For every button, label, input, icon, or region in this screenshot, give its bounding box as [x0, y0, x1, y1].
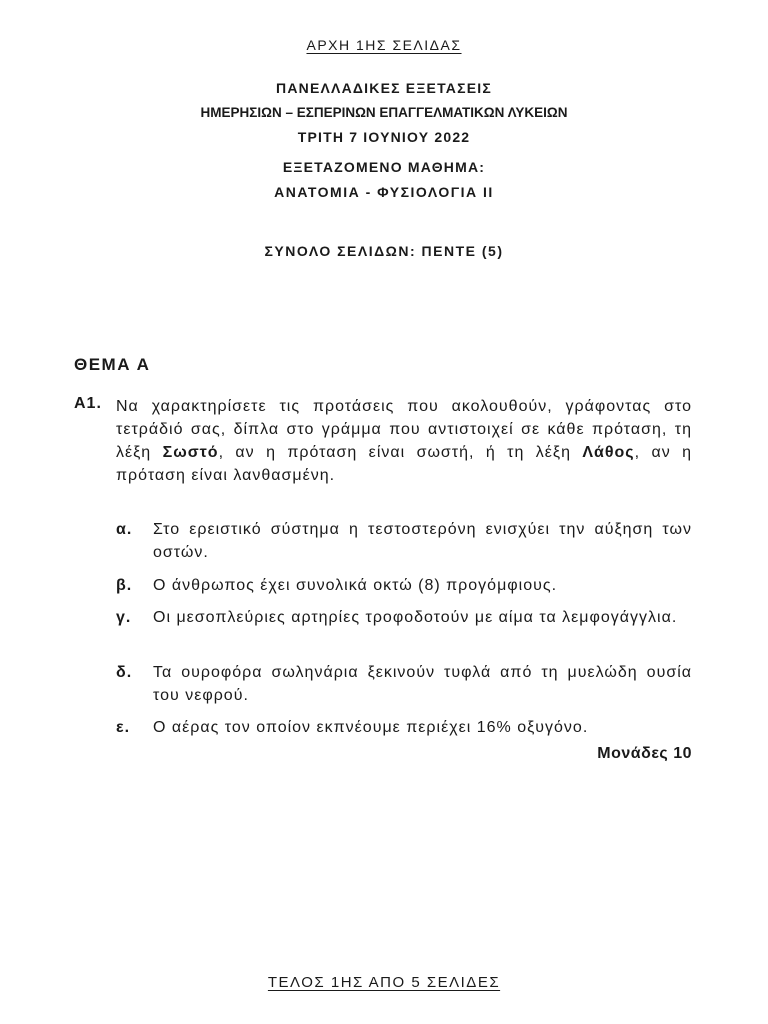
word-wrong: Λάθος — [582, 444, 635, 461]
page-start-marker: ΑΡΧΗ 1ΗΣ ΣΕΛΙΔΑΣ — [306, 37, 462, 53]
statement-text: Ο άνθρωπος έχει συνολικά οκτώ (8) προγόμφιους. — [153, 577, 558, 594]
page-end-marker: ΤΕΛΟΣ 1ΗΣ ΑΠΟ 5 ΣΕΛΙΔΕΣ — [267, 974, 501, 991]
word-correct: Σωστό — [162, 444, 219, 461]
instructions-part2: , αν η πρόταση είναι σωστή, ή τη λέξη — [218, 444, 583, 461]
statement-item — [116, 518, 692, 564]
question-number: Α1 — [74, 395, 97, 412]
statement-letter: ε. — [116, 719, 131, 736]
statement-item — [116, 606, 692, 629]
subject-label: ΕΞΕΤΑΖΟΜΕΝΟ ΜΑΘΗΜΑ: — [282, 159, 486, 175]
exam-date: ΤΡΙΤΗ 7 ΙΟΥΝΙΟΥ 2022 — [297, 129, 471, 145]
statement-text: Τα ουροφόρα σωληνάρια ξεκινούν τυφλά από τη μυελώδη ουσία του νεφρού. — [153, 664, 692, 704]
statement-letter: γ. — [116, 609, 132, 626]
instructions-part3: , αν η πρόταση είναι λανθασμένη. — [116, 444, 693, 484]
question-label — [74, 395, 102, 413]
question-number-dot: . — [96, 395, 102, 412]
question-instructions — [116, 395, 692, 487]
instructions-part1: Να χαρακτηρίσετε τις προτάσεις που ακολουθούν, γράφοντας στο τετράδιό σας, δίπλα στο γράμμα που αντιστοιχεί σε κάθε πρόταση, τη λέξη — [116, 398, 692, 461]
question-marks: Μονάδες 10 — [597, 745, 692, 762]
statement-text: Στο ερειστικό σύστημα η τεστοστερόνη ενισχύει την αύξηση των οστών. — [153, 521, 692, 561]
exam-school-type: ΗΜΕΡΗΣΙΩΝ – ΕΣΠΕΡΙΝΩΝ ΕΠΑΓΓΕΛΜΑΤΙΚΩΝ ΛΥΚΕΙΩΝ — [200, 105, 568, 120]
statement-item — [116, 574, 692, 597]
statement-item — [116, 661, 692, 707]
statement-letter: δ. — [116, 664, 133, 681]
total-pages: ΣΥΝΟΛΟ ΣΕΛΙΔΩΝ: ΠΕΝΤΕ (5) — [264, 243, 504, 259]
statement-item — [116, 716, 692, 739]
exam-title: ΠΑΝΕΛΛΑΔΙΚΕΣ ΕΞΕΤΑΣΕΙΣ — [276, 80, 492, 96]
statement-text: Ο αέρας τον οποίον εκπνέουμε περιέχει 16% οξυγόνο. — [153, 719, 589, 736]
statement-letter: α. — [116, 521, 133, 538]
statement-text: Οι μεσοπλεύριες αρτηρίες τροφοδοτούν με αίμα τα λεμφογάγγλια. — [153, 609, 678, 626]
statement-letter: β. — [116, 577, 133, 594]
section-title: ΘΕΜΑ Α — [74, 355, 151, 374]
subject-name: ΑΝΑΤΟΜΙΑ - ΦΥΣΙΟΛΟΓΙΑ ΙΙ — [274, 184, 494, 200]
